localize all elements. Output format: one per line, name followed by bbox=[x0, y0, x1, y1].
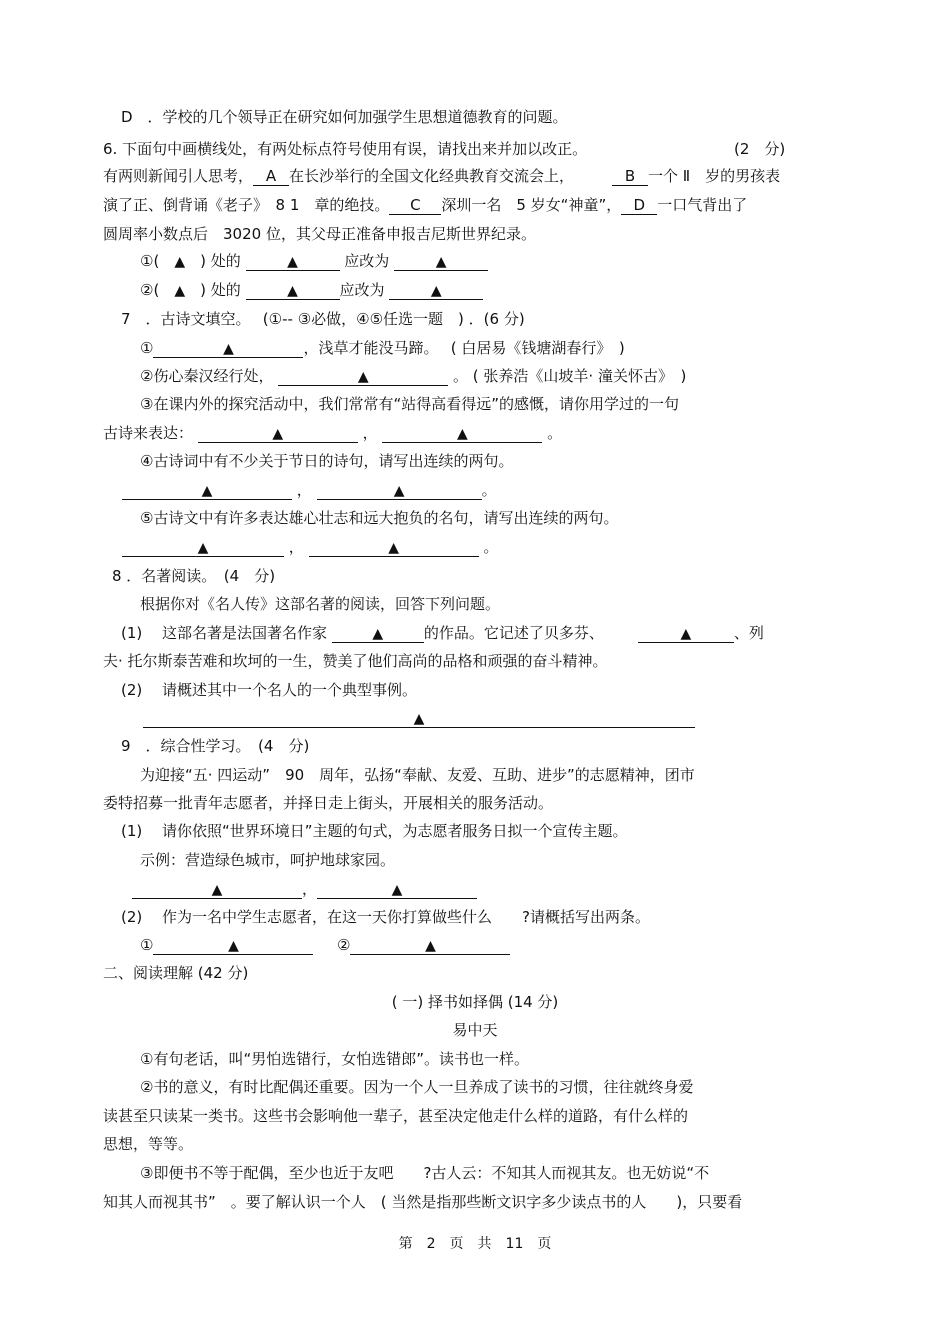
q8-item-1-cont: 夫· 托尔斯泰苦难和坎坷的一生，赞美了他们高尚的品格和顽强的奋斗精神。 bbox=[103, 652, 608, 670]
text: 在长沙举行的全国文化经典教育交流会上， bbox=[289, 167, 575, 185]
text: 。 bbox=[483, 538, 499, 556]
triangle-icon: ▲ bbox=[287, 283, 298, 299]
triangle-icon: ▲ bbox=[174, 283, 186, 299]
answer-blank[interactable] bbox=[309, 539, 479, 557]
triangle-icon: ▲ bbox=[393, 483, 405, 499]
triangle-icon: ▲ bbox=[211, 882, 223, 898]
text: ，浅草才能没马蹄。 ( 白居易《钱塘湖春行》 ) bbox=[303, 339, 625, 357]
answer-blank[interactable] bbox=[350, 937, 510, 955]
triangle-icon: ▲ bbox=[456, 426, 468, 442]
triangle-icon: ▲ bbox=[197, 540, 209, 556]
triangle-icon: ▲ bbox=[272, 426, 284, 442]
answer-blank[interactable] bbox=[246, 253, 340, 271]
triangle-icon: ▲ bbox=[174, 254, 186, 270]
text: ， bbox=[302, 880, 318, 898]
text: (1) 这部名著是法国著名作家 bbox=[121, 624, 328, 642]
triangle-icon: ▲ bbox=[435, 254, 447, 270]
mark-d: D bbox=[621, 197, 657, 215]
text: 。 bbox=[547, 424, 563, 442]
triangle-icon: ▲ bbox=[287, 254, 298, 270]
mark-b: B bbox=[612, 168, 648, 186]
q9-para-2: 委特招募一批青年志愿者，并择日走上街头，开展相关的服务活动。 bbox=[103, 794, 554, 812]
text: 有两则新闻引人思考， bbox=[103, 167, 254, 185]
answer-blank[interactable] bbox=[317, 482, 482, 500]
text: 、列 bbox=[733, 624, 764, 642]
q6-answer-2 bbox=[140, 280, 483, 301]
answer-blank[interactable] bbox=[153, 340, 303, 358]
article-para-2-line-1: ②书的意义，有时比配偶还重要。因为一个人一旦养成了读书的习惯，往往就终身爱 bbox=[140, 1078, 694, 1096]
answer-blank[interactable] bbox=[132, 881, 302, 899]
text: 应改为 bbox=[344, 252, 390, 270]
question-6-score: (2 分) bbox=[734, 140, 786, 158]
q8-item-2: (2) 请概述其中一个名人的一个典型事例。 bbox=[121, 681, 418, 699]
answer-blank[interactable] bbox=[122, 539, 284, 557]
question-9: 9 ．综合性学习。 (4 分) bbox=[121, 737, 310, 755]
answer-blank[interactable] bbox=[332, 625, 424, 643]
triangle-icon: ▲ bbox=[680, 626, 692, 642]
answer-blank[interactable] bbox=[394, 253, 488, 271]
article-para-2-line-3: 思想，等等。 bbox=[103, 1135, 194, 1153]
text: 深圳一名 5 岁女“神童”， bbox=[441, 196, 622, 214]
triangle-icon: ▲ bbox=[228, 938, 239, 954]
triangle-icon: ▲ bbox=[430, 283, 442, 299]
answer-blank[interactable] bbox=[389, 282, 483, 300]
text: ) 处的 bbox=[185, 281, 241, 299]
answer-blank[interactable] bbox=[317, 881, 477, 899]
text: 一口气背出了 bbox=[657, 196, 748, 214]
q7-item-3-answer bbox=[103, 423, 562, 443]
triangle-icon: ▲ bbox=[201, 483, 213, 499]
text: 应改为 bbox=[339, 281, 385, 299]
q6-answer-1 bbox=[140, 251, 488, 272]
triangle-icon: ▲ bbox=[372, 626, 384, 642]
answer-blank[interactable] bbox=[143, 710, 695, 728]
text: 一个 Ⅱ 岁的男孩表 bbox=[648, 167, 781, 185]
section-2-heading: 二、阅读理解 (42 分) bbox=[103, 964, 249, 982]
article-para-3-line-2: 知其人而视其书” 。要了解认识一个人 ( 当然是指那些断文识字多少读点书的人 )，只要看 bbox=[103, 1193, 743, 1211]
option-d-line: D ．学校的几个领导正在研究如何加强学生思想道德教育的问题。 bbox=[121, 108, 568, 126]
q7-item-1 bbox=[140, 338, 625, 358]
text: ②( bbox=[140, 281, 175, 299]
q7-item-3: ③在课内外的探究活动中，我们常常有“站得高看得远”的感慨，请你用学过的一句 bbox=[140, 395, 679, 413]
triangle-icon: ▲ bbox=[388, 540, 399, 556]
q6-passage-line-2 bbox=[103, 195, 747, 215]
q7-item-4-answer bbox=[122, 480, 497, 500]
article-para-3-line-1: ③即便书不等于配偶，至少也近于友吧 ?古人云：不知其人而视其友。也无妨说“不 bbox=[140, 1164, 710, 1182]
q9-item-1: (1) 请你依照“世界环境日”主题的句式，为志愿者服务日拟一个宣传主题。 bbox=[121, 822, 628, 840]
q6-passage-line-1 bbox=[103, 166, 780, 186]
answer-blank[interactable] bbox=[122, 482, 292, 500]
mark-a: A bbox=[253, 168, 289, 186]
answer-blank[interactable] bbox=[638, 625, 734, 643]
text: 的作品。它记述了贝多芬、 bbox=[423, 624, 604, 642]
q7-item-5: ⑤古诗文中有许多表达雄心壮志和远大抱负的名句，请写出连续的两句。 bbox=[140, 509, 619, 527]
text: ) 处的 bbox=[185, 252, 241, 270]
text: ① bbox=[140, 339, 154, 357]
triangle-icon: ▲ bbox=[391, 882, 403, 898]
triangle-icon: ▲ bbox=[357, 369, 369, 385]
answer-blank[interactable] bbox=[198, 425, 358, 443]
q7-item-4: ④古诗词中有不少关于节日的诗句，请写出连续的两句。 bbox=[140, 452, 514, 470]
q8-item-1 bbox=[121, 623, 764, 643]
q9-item-2-answer bbox=[140, 935, 510, 955]
article-title: ( 一) 择书如择偶 (14 分) bbox=[391, 993, 559, 1011]
text: 。 ( 张养浩《山坡羊· 潼关怀古》 ) bbox=[453, 367, 687, 385]
triangle-icon: ▲ bbox=[413, 711, 425, 727]
triangle-icon: ▲ bbox=[425, 938, 436, 954]
triangle-icon: ▲ bbox=[223, 341, 234, 357]
q7-item-2 bbox=[140, 366, 686, 386]
text: ， bbox=[288, 538, 304, 556]
text: ①( bbox=[140, 252, 175, 270]
text: ， bbox=[362, 424, 378, 442]
text: 古诗来表达： bbox=[103, 424, 194, 442]
answer-blank[interactable] bbox=[246, 282, 340, 300]
text: 演了正、倒背诵《老子》 8 1 章的绝技。 bbox=[103, 196, 390, 214]
q9-example: 示例：营造绿色城市，呵护地球家园。 bbox=[140, 851, 396, 869]
question-8: 8 ．名著阅读。 (4 分) bbox=[112, 567, 276, 585]
text: 。 bbox=[481, 481, 497, 499]
question-6: 6. 下面句中画横线处，有两处标点符号使用有误，请找出来并加以改正。 bbox=[103, 140, 588, 158]
q9-para-1: 为迎接“五· 四运动” 90 周年，弘扬“奉献、友爱、互助、进步”的志愿精神，团市 bbox=[140, 766, 695, 784]
answer-blank[interactable] bbox=[153, 937, 313, 955]
text: ②伤心秦汉经行处， bbox=[140, 367, 274, 385]
q8-intro: 根据你对《名人传》这部名著的阅读，回答下列问题。 bbox=[140, 595, 501, 613]
q8-item-2-answer bbox=[143, 708, 695, 728]
article-author: 易中天 bbox=[452, 1021, 498, 1039]
text: ② bbox=[337, 936, 351, 954]
mark-c: C bbox=[389, 197, 441, 215]
page-footer: 第 2 页 共 11 页 bbox=[398, 1236, 552, 1252]
article-para-1: ①有句老话，叫“男怕选错行，女怕选错郎”。读书也一样。 bbox=[140, 1050, 529, 1068]
q6-passage-line-3: 圆周率小数点后 3020 位，其父母正准备申报吉尼斯世界纪录。 bbox=[103, 225, 536, 243]
text: ， bbox=[296, 481, 312, 499]
question-7: 7 ．古诗文填空。 (①-- ③必做，④⑤任选一题 ) ．(6 分) bbox=[121, 310, 525, 328]
text: ① bbox=[140, 936, 154, 954]
q9-item-1-answer bbox=[132, 879, 477, 899]
q9-item-2: (2) 作为一名中学生志愿者，在这一天你打算做些什么 ?请概括写出两条。 bbox=[121, 908, 650, 926]
answer-blank[interactable] bbox=[382, 425, 542, 443]
article-para-2-line-2: 读甚至只读某一类书。这些书会影响他一辈子，甚至决定他走什么样的道路，有什么样的 bbox=[103, 1107, 689, 1125]
answer-blank[interactable] bbox=[278, 368, 448, 386]
q7-item-5-answer bbox=[122, 537, 498, 557]
